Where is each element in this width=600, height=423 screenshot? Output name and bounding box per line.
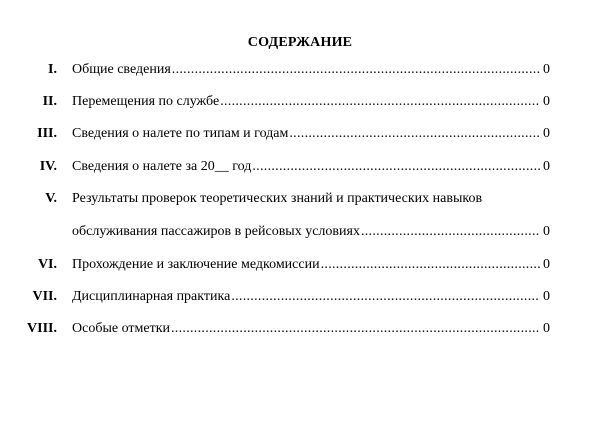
dot-leader — [171, 320, 540, 338]
dot-leader — [289, 125, 540, 143]
toc-entry-text: Особые отметки — [72, 321, 170, 336]
toc-entry-page: 0 — [543, 257, 550, 272]
toc-entry-number: III. — [37, 126, 57, 141]
dot-leader — [321, 256, 540, 274]
dot-leader — [231, 288, 540, 306]
toc-entry-text: Дисциплинарная практика — [72, 289, 231, 304]
toc-entry-page: 0 — [543, 62, 550, 77]
toc-entry-text: Сведения о налете по типам и годам — [72, 126, 289, 141]
toc-title: СОДЕРЖАНИЕ — [247, 35, 353, 50]
toc-entry-number: II. — [42, 94, 57, 109]
toc-entry-number: IV. — [39, 159, 57, 174]
toc-entry-line — [72, 223, 550, 241]
toc-entry-text: обслуживания пассажиров в рейсовых условиях — [72, 224, 360, 239]
toc-entry-7 — [0, 288, 600, 306]
toc-entry-page: 0 — [543, 289, 550, 304]
toc-entry-line — [72, 125, 550, 143]
toc-entry-number: VI. — [37, 257, 57, 272]
toc-entry-page: 0 — [543, 321, 550, 336]
toc-entry-page: 0 — [543, 126, 550, 141]
toc-entry-3 — [0, 125, 600, 143]
toc-entry-4 — [0, 158, 600, 176]
toc-entry-text-line1: Результаты проверок теоретических знаний и практических навыков — [72, 191, 483, 206]
toc-entry-number: VIII. — [27, 321, 57, 336]
toc-entry-8 — [0, 320, 600, 338]
toc-entry-page: 0 — [543, 94, 550, 109]
toc-entry-text: Прохождение и заключение медкомиссии — [72, 257, 320, 272]
toc-entry-text: Общие сведения — [72, 62, 171, 77]
dot-leader — [172, 61, 540, 79]
toc-entry-1 — [0, 61, 600, 79]
toc-entry-2 — [0, 93, 600, 111]
dot-leader — [220, 93, 540, 111]
toc-entry-line — [72, 158, 550, 176]
toc-entry-5-continued — [0, 223, 600, 241]
dot-leader — [252, 158, 540, 176]
toc-entry-5 — [0, 190, 600, 208]
toc-entry-number: I. — [48, 62, 57, 77]
toc-entry-line — [72, 320, 550, 338]
dot-leader — [361, 223, 540, 241]
toc-entry-line — [72, 256, 550, 274]
toc-entry-page: 0 — [543, 224, 550, 239]
toc-entry-text: Перемещения по службе — [72, 94, 220, 109]
toc-entry-line — [72, 288, 550, 306]
toc-entry-page: 0 — [543, 159, 550, 174]
toc-entry-number: VII. — [32, 289, 57, 304]
toc-entry-number: V. — [45, 191, 57, 206]
toc-entry-line — [72, 93, 550, 111]
toc-entry-6 — [0, 256, 600, 274]
toc-entry-line — [72, 61, 550, 79]
toc-entry-text: Сведения о налете за 20__ год — [72, 159, 252, 174]
